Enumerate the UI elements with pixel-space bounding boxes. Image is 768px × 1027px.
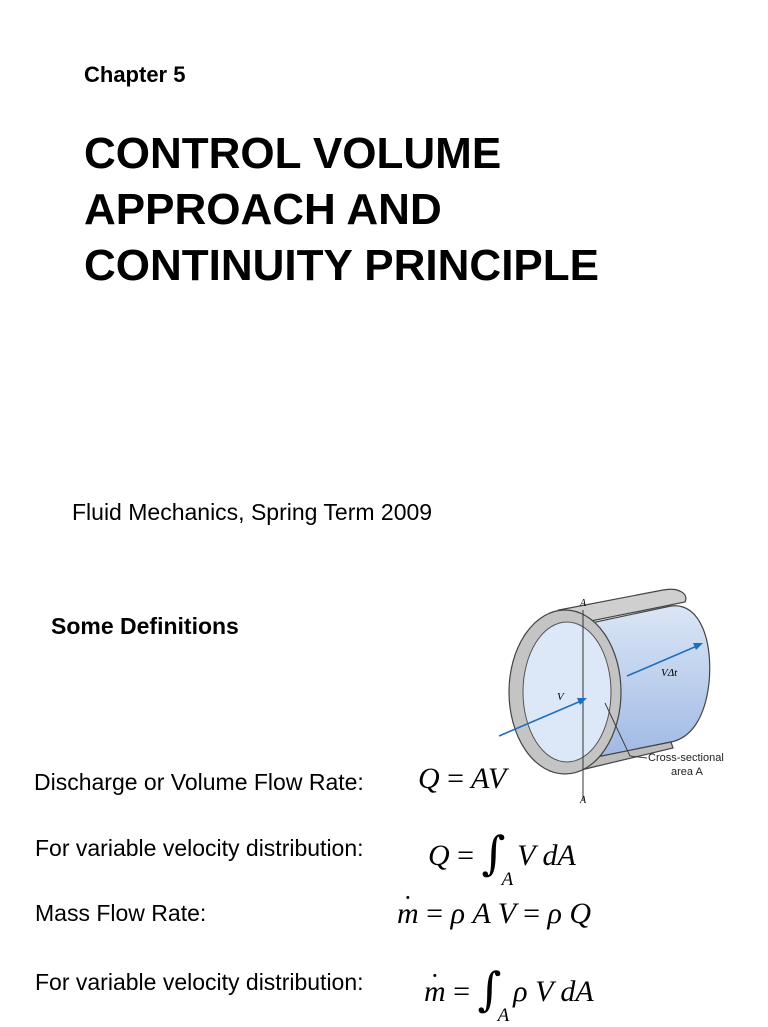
definition-label: For variable velocity distribution:: [35, 835, 364, 861]
velocity-label: V: [557, 691, 564, 703]
title-line: CONTROL VOLUME: [84, 129, 502, 178]
pipe-cross-section-diagram: [495, 588, 745, 813]
title-line: CONTINUITY PRINCIPLE: [84, 241, 600, 290]
chapter-label: Chapter 5: [84, 62, 186, 87]
formula-volume-integral: Q = ∫AV dA: [428, 826, 576, 890]
callout-line-2: area A: [671, 766, 703, 778]
formula-volume-flow: Q = AV: [418, 762, 507, 795]
callout-line-1: Cross-sectional: [648, 752, 724, 764]
definition-label: For variable velocity distribution:: [35, 969, 364, 995]
formula-mass-integral: · m = ∫Aρ V dA: [424, 958, 594, 1012]
section-heading: Some Definitions: [51, 613, 239, 639]
page-title: [84, 126, 599, 294]
vdt-label: VΔt: [661, 667, 678, 679]
formula-mass-flow: · m = ρ A V = ρ Q: [397, 897, 591, 931]
section-label-top: A: [580, 598, 587, 609]
title-line: APPROACH AND: [84, 185, 442, 234]
definition-label: Discharge or Volume Flow Rate:: [34, 769, 364, 795]
definition-label: Mass Flow Rate:: [35, 900, 207, 926]
cross-section-area: [523, 622, 611, 762]
course-subtitle: Fluid Mechanics, Spring Term 2009: [72, 499, 433, 525]
section-label-bottom: A: [580, 795, 587, 806]
